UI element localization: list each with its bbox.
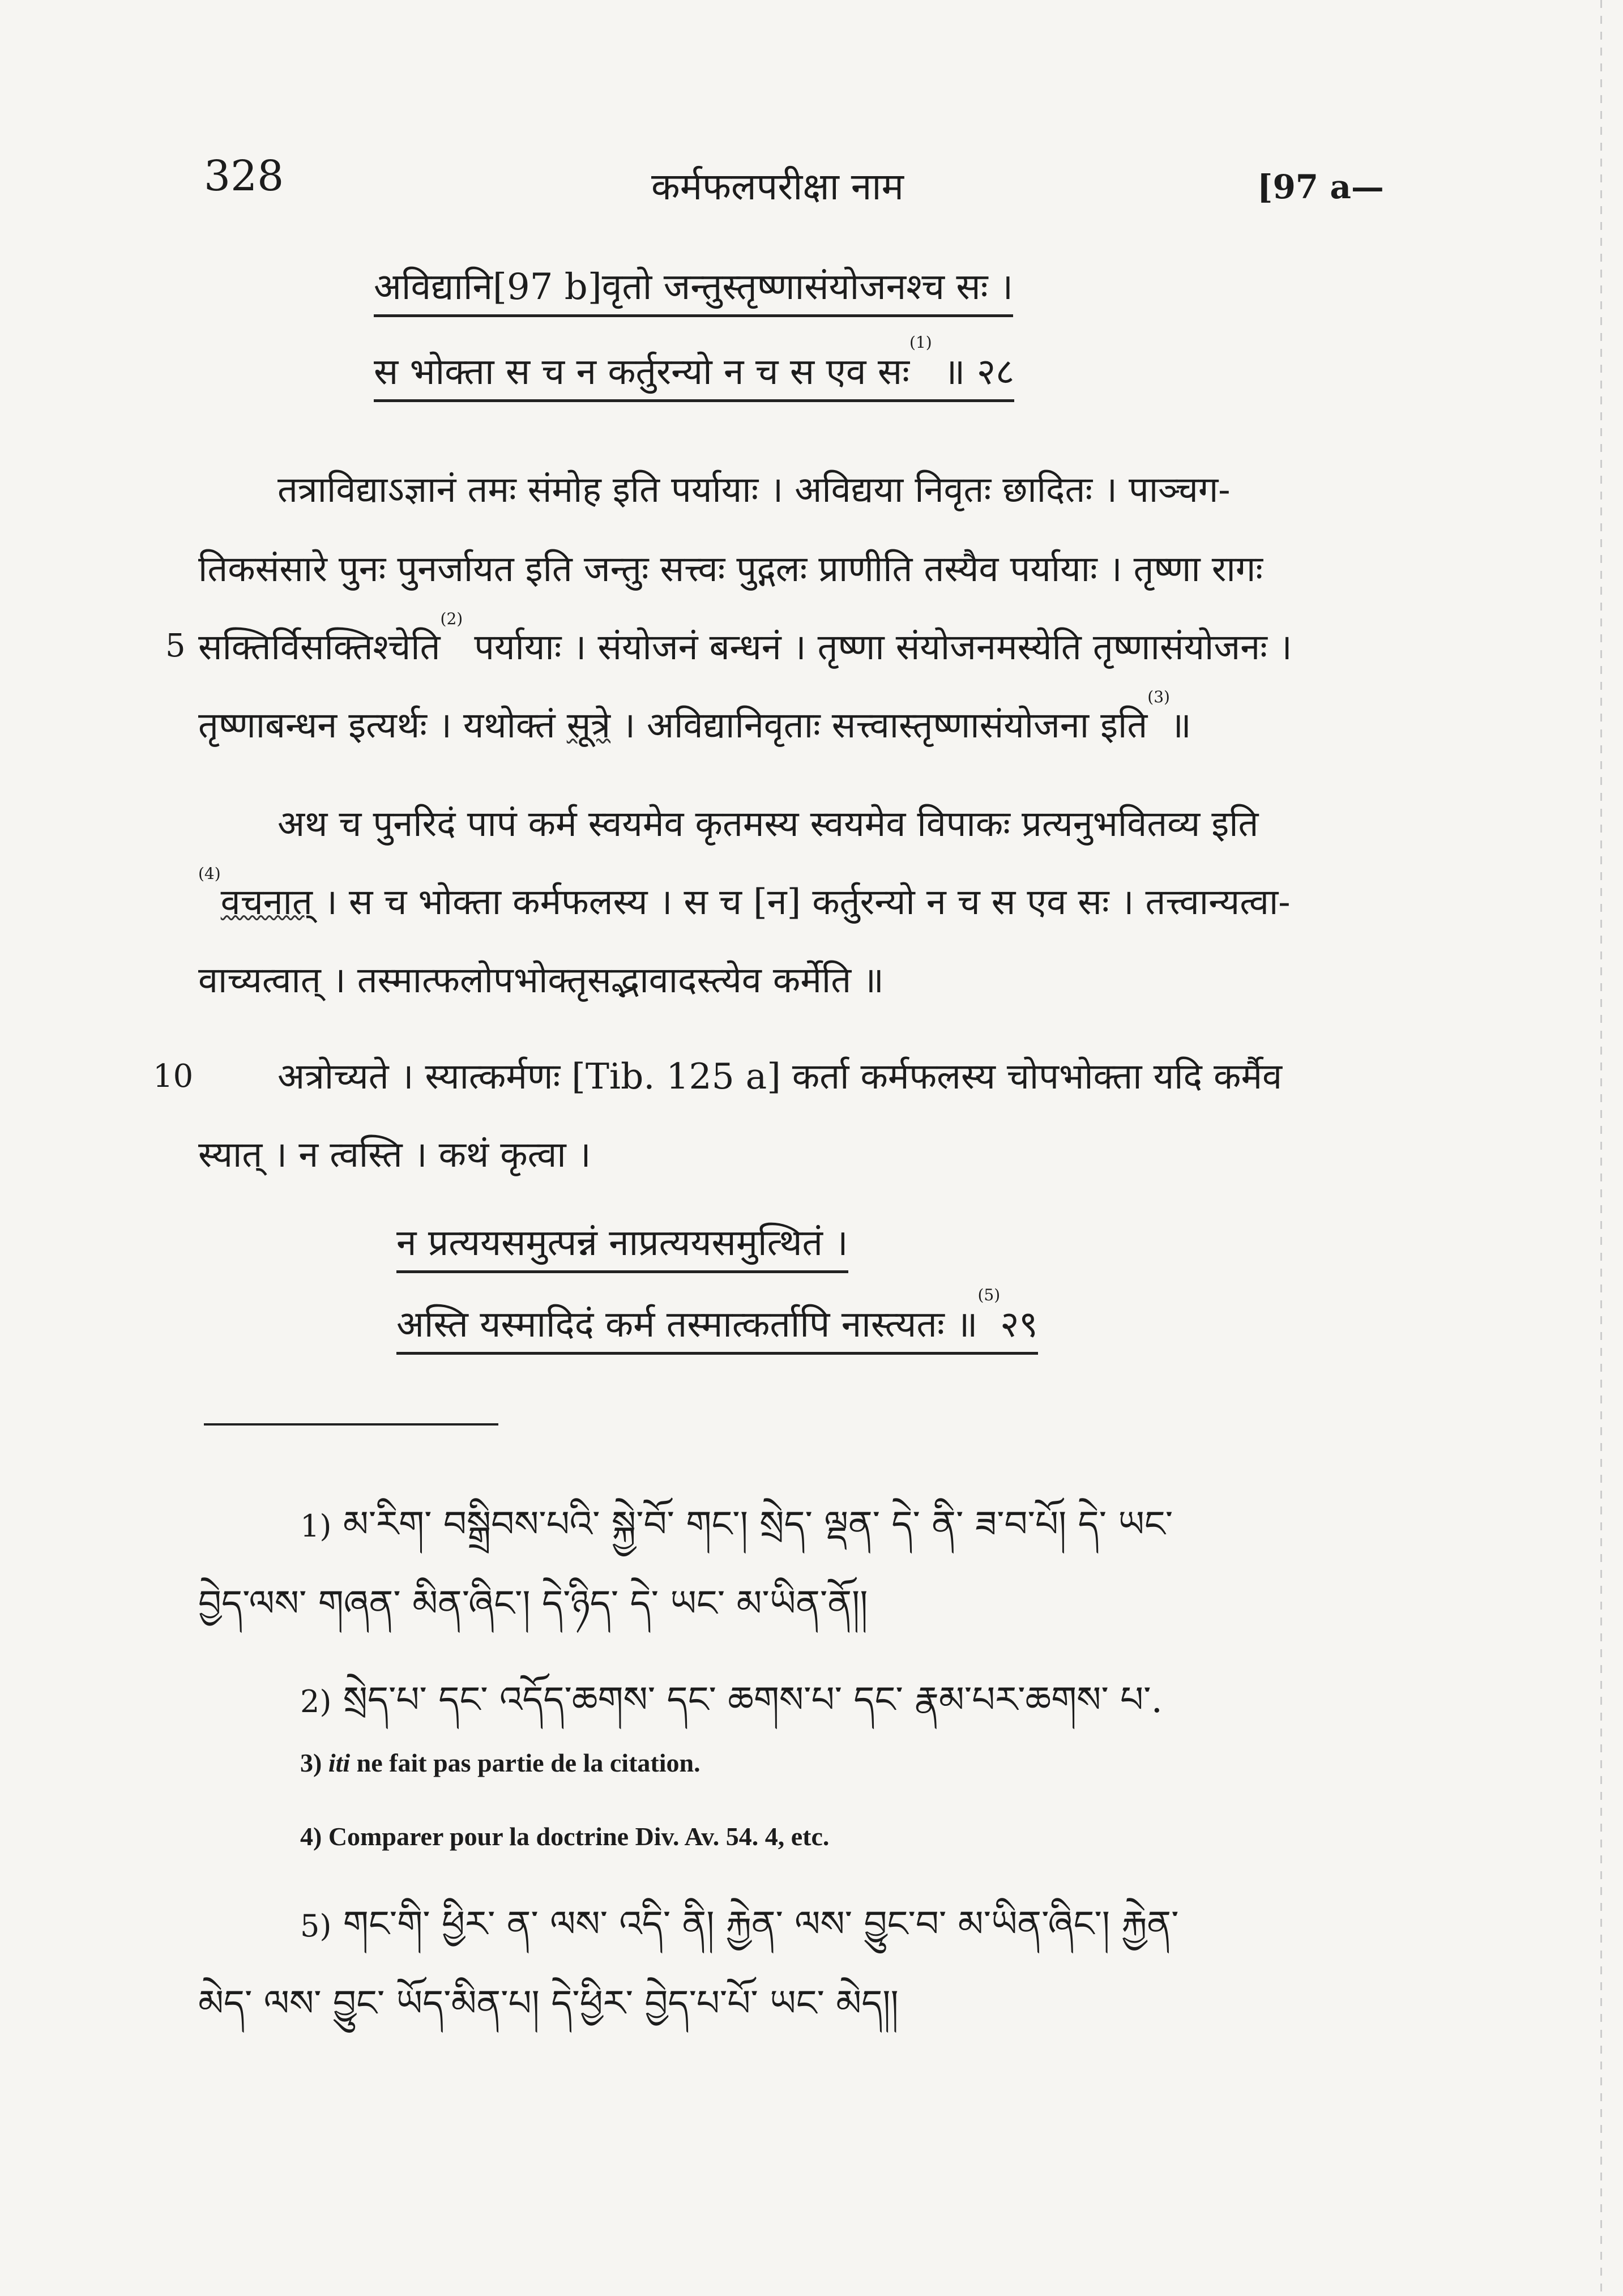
verse-text: अस्ति यस्मादिदं कर्म तस्मात्कर्तापि नास्त्यतः ॥ (396, 1304, 978, 1346)
section-reference: [97 a— (1257, 168, 1384, 206)
tibetan-text: སྲེད་པ་ དང་ འདོད་ཆགས་ དང་ ཆགས་པ་ དང་ རྣམ་པར་ཆགས་ པ་. (343, 1679, 1163, 1721)
footnote-4: 4) Comparer pour la doctrine Div. Av. 54. 4, etc. (300, 1822, 830, 1851)
vacana-word: वचनात् (220, 881, 313, 923)
prose-line: तिकसंसारे पुनः पुनर्जायत इति जन्तुः सत्त्वः पुद्गलः प्राणीति तस्यैव पर्यायाः । तृष्णा रागः (198, 548, 1263, 590)
verse-29-line-1 (396, 1217, 848, 1273)
footnote-1-cont: བྱེད་ལས་ གཞན་ མིན་ཞིང་། དེ་ཉིད་ དེ་ ཡང་ མ་ཡིན་ནོ།། (198, 1583, 868, 1625)
footnote-number: 2) (300, 1684, 332, 1719)
verse-text: अविद्यानि[97 b]वृतो जन्तुस्तृष्णासंयोजनश्च सः । (374, 266, 1014, 308)
footnote-number: 5) (300, 1908, 332, 1944)
prose-text: । अविद्यानिवृताः सत्त्वास्तृष्णासंयोजना इति (622, 705, 1148, 746)
verse-28-line-1 (374, 261, 1013, 317)
scan-edge (1600, 0, 1602, 2296)
prose-text: सक्तिर्विसक्तिश्चेति (198, 626, 441, 668)
prose-line: तत्राविद्याऽज्ञानं तमः संमोह इति पर्यायाः । अविद्यया निवृतः छादितः । पाञ्चग- (277, 469, 1231, 510)
verse-text: स भोक्ता स च न कर्तुरन्यो न च स एव सः (374, 351, 910, 393)
footnote-number: 1) (300, 1508, 332, 1544)
footnote-marker: (3) (1147, 688, 1170, 706)
verse-text: न प्रत्ययसमुत्पन्नं नाप्रत्ययसमुत्थितं । (396, 1222, 848, 1264)
prose-line: स्यात् । न त्वस्ति । कथं कृत्वा । (198, 1134, 591, 1175)
page-number: 328 (204, 152, 284, 200)
footnote-3 (300, 1748, 701, 1778)
prose-text: । स च भोक्ता कर्मफलस्य । स च [न] कर्तुरन्यो न च स एव सः । तत्त्वान्यत्वा- (323, 881, 1291, 923)
verse-29-line-2 (396, 1286, 1038, 1355)
prose-text: तृष्णाबन्धन इत्यर्थः । यथोक्तं (198, 705, 556, 746)
tibetan-text: གང་གི་ ཕྱིར་ ན་ ལས་ འདི་ ནི། རྐྱེན་ ལས་ བྱུང་བ་ མ་ཡིན་ཞིང་། རྐྱེན་ (343, 1904, 1179, 1945)
footnote-5-cont: མེད་ ལས་ བྱུང་ ཡོད་མིན་པ། དེ་ཕྱིར་ བྱེད་པ་པོ་ ཡང་ མེད།། (198, 1983, 899, 2025)
prose-text: पर्यायाः । संयोजनं बन्धनं । तृष्णा संयोजनमस्येति तृष्णासंयोजनः । (474, 626, 1292, 668)
line-number: 5 (165, 628, 186, 664)
italic-iti: iti (328, 1748, 351, 1777)
footnote-marker: (2) (440, 609, 463, 628)
prose-line: वाच्यत्वात् । तस्मात्फलोपभोक्तृसद्भावादस्त्येव कर्मेति ॥ (198, 959, 884, 1001)
prose-line (198, 864, 1291, 925)
footnote-separator (204, 1423, 498, 1426)
line-number: 10 (153, 1058, 194, 1095)
footnote-marker: (1) (909, 333, 932, 352)
footnote-marker: (4) (198, 864, 221, 883)
footnote-marker: (5) (977, 1286, 1001, 1304)
footnote-2 (300, 1659, 1163, 1761)
sutra-word: सूत्रे (566, 705, 611, 746)
tibetan-text: མ་རིག་ བསྒྲིབས་པའི་ སྐྱེ་བོ་ གང་། སྲེད་ ལྡན་ དེ་ ནི་ ཟ་བ་པོ། དེ་ ཡང་ (343, 1504, 1173, 1546)
prose-line: अथ च पुनरिदं पापं कर्म स्वयमेव कृतमस्य स्वयमेव विपाकः प्रत्यनुभवितव्य इति (277, 803, 1259, 844)
footnote-number: 3) (300, 1748, 322, 1777)
verse-28-line-2 (374, 333, 1015, 402)
prose-text: ॥ (1169, 705, 1191, 746)
verse-number: ॥ २८ (943, 351, 1015, 393)
prose-line (198, 609, 1292, 670)
prose-line: अत्रोच्यते । स्यात्कर्मणः [Tib. 125 a] कर्ता कर्मफलस्य चोपभोक्ता यदि कर्मैव (277, 1056, 1283, 1097)
verse-number: २९ (1000, 1304, 1038, 1346)
prose-line (198, 688, 1191, 748)
footnote-text: ne fait pas partie de la citation. (356, 1748, 701, 1777)
running-title: कर्मफलपरीक्षा नाम (651, 165, 904, 208)
